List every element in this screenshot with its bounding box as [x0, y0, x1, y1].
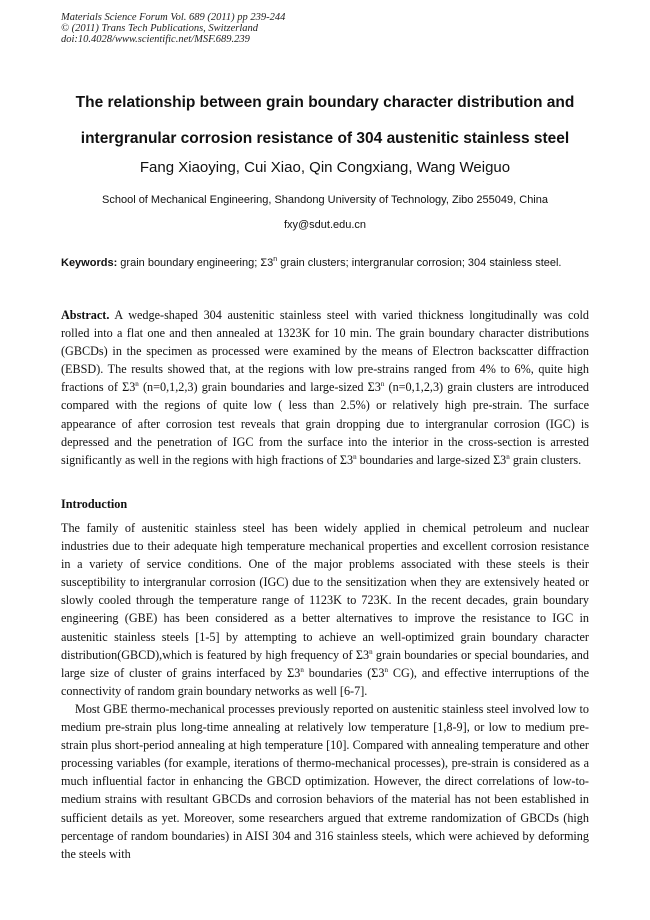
- superscript: n: [135, 380, 139, 389]
- superscript: n: [300, 665, 304, 674]
- keywords-label: Keywords:: [61, 257, 118, 269]
- keywords-text: grain clusters; intergranular corrosion; 304 stainless steel.: [277, 257, 562, 269]
- paper-title: [40, 85, 610, 157]
- abstract-text: boundaries and large-sized Σ3: [356, 452, 507, 467]
- title-line-2: intergranular corrosion resistance of 304 austenitic stainless steel: [80, 130, 570, 147]
- journal-header: [61, 12, 285, 45]
- keywords: [61, 255, 589, 272]
- paragraph: [61, 519, 589, 700]
- abstract: [61, 306, 589, 469]
- abstract-text: grain clusters.: [509, 452, 582, 467]
- journal-citation: Materials Science Forum Vol. 689 (2011) pp 239-244: [61, 12, 286, 23]
- doi-link[interactable]: doi:10.4028/www.scientific.net/MSF.689.239: [61, 34, 250, 45]
- author-email[interactable]: fxy@sdut.edu.cn: [283, 219, 367, 231]
- superscript: n: [369, 647, 373, 656]
- introduction-body: [61, 519, 589, 863]
- superscript: n: [353, 452, 357, 461]
- paragraph-text: The family of austenitic stainless steel has been widely applied in chemical petroleum and nuclear industries due to their adequate high temperature mechanical properties and excellent corrosion resistance in a variety of service conditions. One of the major problems associated with these steels is their susceptibility to intergranular corrosion (IGC) due to the sensitization when they are extensively heated or slowly cooled through the temperature range of 1123K to 723K. In the recent decades, grain boundary engineering (GBE) has been considered as a better alternatives to improve the resistance to IGC in austenitic stainless steels [1-5] by attempting to achieve an well-optimized grain boundary character distribution(GBCD),which is featured by high frequency of Σ3: [61, 521, 589, 662]
- paragraph-text: grain boundaries or special boundaries, and large size of cluster of grains interfaced by Σ3: [61, 647, 589, 680]
- abstract-text: A wedge-shaped 304 austenitic stainless steel with varied thickness longitudinally was cold rolled into a flat one and then annealed at 1323K for 10 min. The grain boundary character distributions (GBCDs) in the specimen as processed were examined by the means of Electron backscatter diffraction (EBSD). The results showed that, at the regions with low pre-strains ranged from 4% to 6%, quite high fractions of Σ3: [61, 308, 589, 395]
- authors: Fang Xiaoying, Cui Xiao, Qin Congxiang, Wang Weiguo: [139, 159, 511, 176]
- superscript: n: [380, 380, 385, 389]
- affiliation: School of Mechanical Engineering, Shandong University of Technology, Zibo 255049, China: [102, 194, 548, 206]
- superscript: n: [384, 665, 388, 674]
- section-heading-introduction: Introduction: [61, 497, 128, 511]
- keywords-text: grain boundary engineering; Σ3: [117, 257, 274, 269]
- abstract-text: (n=0,1,2,3) grain boundaries and large-sized Σ3: [138, 380, 381, 395]
- paragraph: Most GBE thermo-mechanical processes previously reported on austenitic stainless steel involved low to medium pre-strain plus long-time annealing at relatively low temperature [1,8-9], or low to medium pre-strain plus short-period annealing at high temperature [10]. Compared with annealing temperature and other processing variables (for example, iterations of thermo-mechanical processes), pre-strain is considered as a much influential factor in enhancing the GBCD optimization. However, the direct correlations of low-to-medium strains with resultant GBCDs and corrosion behaviors of the material has not been established in sufficient details as yet. Moreover, some researchers argued that extreme randomization of GBCDs (high percentage of random boundaries) in AISI 304 and 316 stainless steels, which were achieved by deforming the steels with: [61, 701, 589, 861]
- copyright-line: © (2011) Trans Tech Publications, Switzerland: [61, 23, 258, 34]
- superscript: n: [506, 452, 510, 461]
- superscript: n: [273, 256, 278, 263]
- title-line-1: The relationship between grain boundary character distribution and: [75, 94, 575, 111]
- paragraph-text: CG), and effective interruptions of the connectivity of random grain boundary networks as well [6-7].: [61, 665, 589, 698]
- abstract-label: Abstract.: [61, 308, 110, 322]
- paragraph-text: boundaries (Σ3: [303, 665, 385, 680]
- abstract-text: (n=0,1,2,3) grain clusters are introduced compared with the regions of quite low ( less than 2.5%) or relatively high pre-strain. The surface appearance of after corrosion test reveals that grain dropping due to intergranular corrosion (IGC) is depressed and the penetration of IGC from the surface into the interior in the cross-section is arrested significantly as well in the regions with high fractions of Σ3: [61, 380, 589, 467]
